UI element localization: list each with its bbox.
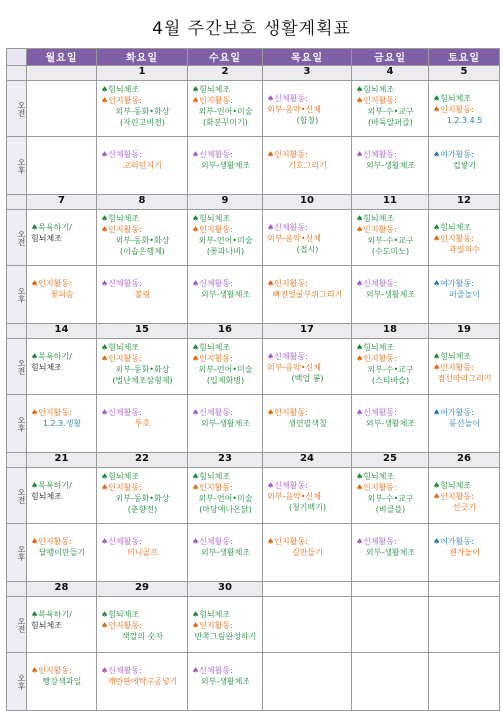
activity-cell [352, 137, 429, 195]
activity-line: ♠힘뇌체조 [356, 214, 395, 223]
date-number: 12 [429, 195, 500, 210]
activity-line: 힘뇌체조 [31, 363, 62, 372]
activity-line: 외부-생활체조 [365, 548, 416, 557]
activity-line: ♠인지활동: [31, 537, 72, 546]
activity-cell [27, 266, 97, 324]
date-row-label [7, 195, 27, 210]
date-number [352, 582, 429, 597]
activity-line: ♠힘뇌체조 [101, 343, 140, 352]
activity-cell [97, 81, 188, 137]
morning-row [7, 468, 500, 524]
activity-line: ♠인지활동: [356, 354, 397, 363]
activity-cell [97, 266, 188, 324]
date-number: 29 [97, 582, 188, 597]
activity-line: ♠신체활동: [101, 279, 142, 288]
activity-line: ♠목욕하기/ [31, 481, 72, 490]
afternoon-label: 오후 [7, 524, 27, 582]
date-number: 19 [429, 324, 500, 339]
activity-line: ♠힘뇌체조 [101, 85, 140, 94]
activity-line: 외부-음악•신체 [267, 105, 321, 114]
activity-line: 힘뇌체조 [31, 234, 62, 243]
activity-cell [97, 597, 188, 653]
activity-line: ♠여가활동: [433, 408, 474, 417]
morning-row [7, 597, 500, 653]
activity-cell [97, 137, 188, 195]
activity-line: 외부-언어•미술 [198, 236, 253, 245]
activity-line: 외부-생활체조 [200, 548, 251, 557]
activity-line: 외부-언어•미술 [198, 365, 253, 374]
activity-line: ♠인지활동: [101, 483, 142, 492]
activity-line: ♠인지활동: [101, 96, 142, 105]
date-number: 4 [352, 66, 429, 81]
activity-line: 빠진얼굴부위그리기 [272, 290, 343, 299]
activity-cell [263, 210, 352, 266]
activity-line: ♠신체활동: [267, 94, 308, 103]
date-number: 1 [97, 66, 188, 81]
activity-line: ♠인지활동: [31, 666, 72, 675]
date-number: 5 [429, 66, 500, 81]
date-number: 14 [27, 324, 97, 339]
activity-line: 1.2.3.생활 [42, 419, 82, 428]
weekday-header-row [7, 49, 500, 66]
activity-line: ♠신체활동: [101, 408, 142, 417]
activity-line: ♠인지활동: [267, 408, 308, 417]
activity-line: (수도미노) [371, 247, 410, 256]
activity-cell [263, 137, 352, 195]
activity-line: ♠힘뇌체조 [101, 214, 140, 223]
activity-line: ♠인지활동: [267, 537, 308, 546]
activity-line: 젠가놀이 [449, 548, 480, 557]
activity-line: 외부-언어•미술 [198, 494, 253, 503]
activity-line: 퍼즐놀이 [449, 290, 480, 299]
activity-line: 외부-음악•신체 [267, 492, 321, 501]
morning-row [7, 210, 500, 266]
afternoon-row [7, 524, 500, 582]
activity-cell [352, 395, 429, 453]
activity-cell [188, 339, 263, 395]
activity-line: ♠여가활동: [433, 150, 474, 159]
activity-cell [188, 81, 263, 137]
activity-line: ♠목욕하기/ [31, 223, 72, 232]
activity-cell [429, 266, 500, 324]
activity-line: ♠힘뇌체조 [433, 94, 472, 103]
activity-line: ♠신체활동: [101, 150, 142, 159]
activity-line: (이솝은행제) [120, 247, 165, 256]
activity-cell [27, 81, 97, 137]
date-row-label [7, 582, 27, 597]
activity-line: 길만들기 [292, 548, 323, 557]
calendar-table [6, 48, 500, 711]
date-number: 22 [97, 453, 188, 468]
date-number: 9 [188, 195, 263, 210]
activity-line: 외부-음악•신체 [267, 363, 321, 372]
date-row-label [7, 453, 27, 468]
activity-line: ♠신체활동: [192, 408, 233, 417]
date-number: 8 [97, 195, 188, 210]
activity-line: ♠힘뇌체조 [356, 472, 395, 481]
activity-cell [27, 468, 97, 524]
activity-cell [429, 210, 500, 266]
activity-cell [97, 468, 188, 524]
activity-line: 고리던지기 [123, 161, 162, 170]
activity-cell [97, 210, 188, 266]
activity-line: (춘향전) [127, 505, 158, 514]
activity-cell [263, 597, 352, 653]
activity-line: (백업 봉) [291, 374, 324, 383]
activity-line: ♠인지활동: [101, 354, 142, 363]
activity-line: 외부-동화•화상 [115, 494, 170, 503]
activity-line: 외부-동화•화상 [115, 236, 170, 245]
activity-line: ♠신체활동: [192, 279, 233, 288]
activity-line: ♠신체활동: [101, 666, 142, 675]
afternoon-row [7, 653, 500, 711]
date-number: 16 [188, 324, 263, 339]
morning-label: 오전 [7, 597, 27, 653]
date-number: 11 [352, 195, 429, 210]
activity-line: ♠인지활동: [31, 279, 72, 288]
weekday-header: 수요일 [188, 49, 263, 66]
activity-line: ♠신체활동: [356, 408, 397, 417]
activity-line: 생연필색칠 [288, 419, 327, 428]
activity-line: 투호 [134, 419, 151, 428]
activity-line: ♠신체활동: [192, 537, 233, 546]
afternoon-row [7, 395, 500, 453]
date-row [7, 582, 500, 597]
activity-line: (바둑알퍼즐) [368, 118, 413, 127]
date-number: 3 [263, 66, 352, 81]
activity-cell [263, 468, 352, 524]
activity-cell [188, 210, 263, 266]
weekday-header: 목요일 [263, 49, 352, 66]
date-row [7, 195, 500, 210]
activity-line: 달팽이만들기 [38, 548, 86, 557]
activity-cell [429, 339, 500, 395]
activity-cell [97, 395, 188, 453]
activity-line: ♠인지활동: [31, 408, 72, 417]
activity-cell [429, 597, 500, 653]
activity-cell [352, 81, 429, 137]
activity-cell [97, 653, 188, 711]
activity-line: ♠힘뇌체조 [433, 223, 472, 232]
activity-line: ♠신체활동: [356, 537, 397, 546]
activity-cell [188, 395, 263, 453]
activity-cell [352, 468, 429, 524]
morning-row [7, 339, 500, 395]
activity-line: (청기백기) [288, 503, 327, 512]
date-number: 28 [27, 582, 97, 597]
activity-line: ♠힘뇌체조 [192, 472, 231, 481]
activity-cell [27, 210, 97, 266]
activity-cell [352, 524, 429, 582]
date-number: 18 [352, 324, 429, 339]
activity-line: ♠인지활동: [356, 483, 397, 492]
activity-cell [352, 210, 429, 266]
activity-line: (자린고비전) [120, 118, 165, 127]
calendar-body [7, 66, 500, 711]
date-row [7, 324, 500, 339]
activity-line: 외부-생활체조 [365, 161, 416, 170]
activity-line: (마당에나온닭) [199, 505, 252, 514]
activity-line: ♠신체활동: [192, 666, 233, 675]
activity-line: (입체화병) [206, 376, 245, 385]
afternoon-label: 오후 [7, 395, 27, 453]
activity-cell [27, 524, 97, 582]
date-number: 26 [429, 453, 500, 468]
activity-line: ♠목욕하기/ [31, 352, 72, 361]
morning-row [7, 81, 500, 137]
activity-line: ♠신체활동: [356, 150, 397, 159]
activity-line: (벌난체조삼형제) [112, 376, 173, 385]
page-title: 4월 주간보호 생활계획표 [152, 19, 351, 39]
weekday-header: 금요일 [352, 49, 429, 66]
activity-cell [97, 339, 188, 395]
activity-line: ♠신체활동: [101, 537, 142, 546]
activity-line: (꽃과나비) [206, 247, 245, 256]
activity-line: 외부-수•교구 [367, 365, 414, 374]
afternoon-row [7, 266, 500, 324]
activity-cell [263, 524, 352, 582]
activity-line: 외부-수•교구 [367, 107, 414, 116]
activity-line: 빵강색과일 [42, 677, 82, 686]
date-number: 2 [188, 66, 263, 81]
activity-line: 풍선놀이 [449, 419, 480, 428]
activity-line: 외부-동화•화상 [115, 107, 170, 116]
activity-line: ♠힘뇌체조 [192, 214, 231, 223]
activity-line: 선긋기 [452, 503, 477, 512]
date-row [7, 66, 500, 81]
date-row-label [7, 66, 27, 81]
date-number: 10 [263, 195, 352, 210]
activity-line: ♠인지활동: [267, 279, 308, 288]
activity-line: ♠목욕하기/ [31, 610, 72, 619]
activity-line: 볼링 [134, 290, 151, 299]
activity-cell [188, 137, 263, 195]
activity-line: 미니골프 [127, 548, 158, 557]
activity-line: 계란판에탁구공넣기 [107, 677, 178, 686]
activity-line: 외부-생활체조 [200, 419, 251, 428]
activity-line: 외부-생활체조 [200, 290, 251, 299]
activity-line: ♠신체활동: [356, 279, 397, 288]
activity-line: (벼클블) [375, 505, 406, 514]
activity-cell [27, 137, 97, 195]
activity-cell [429, 137, 500, 195]
weekday-header: 월요일 [27, 49, 97, 66]
activity-line: 외부-동화•화상 [115, 365, 170, 374]
date-number: 7 [27, 195, 97, 210]
weekday-header: 화요일 [97, 49, 188, 66]
activity-line: ♠인지활동: [192, 354, 233, 363]
activity-cell [352, 653, 429, 711]
activity-line: ♠인지활동: [356, 96, 397, 105]
activity-cell [352, 339, 429, 395]
afternoon-row [7, 137, 500, 195]
activity-line: ♠힘뇌체조 [101, 472, 140, 481]
morning-label: 오전 [7, 339, 27, 395]
date-row [7, 453, 500, 468]
header-corner [7, 49, 27, 66]
morning-label: 오전 [7, 81, 27, 137]
afternoon-label: 오후 [7, 137, 27, 195]
activity-cell [27, 653, 97, 711]
activity-line: 외부-생활체조 [200, 161, 251, 170]
activity-line: 외부-수•교구 [367, 494, 414, 503]
activity-line: ♠신체활동: [267, 223, 308, 232]
date-number [263, 582, 352, 597]
activity-line: 1.2.3.4.5 [446, 116, 483, 125]
activity-line: ♠인지활동: [433, 105, 474, 114]
activity-line: 과일의수 [449, 245, 480, 254]
activity-line: ♠힘뇌체조 [433, 352, 472, 361]
activity-cell [263, 395, 352, 453]
morning-label: 오전 [7, 468, 27, 524]
activity-line: ♠신체활동: [267, 352, 308, 361]
activity-cell [429, 524, 500, 582]
activity-cell [429, 81, 500, 137]
activity-cell [188, 653, 263, 711]
activity-line: ♠힘뇌체조 [192, 343, 231, 352]
activity-line: 외부-생활체조 [365, 419, 416, 428]
activity-line: (접시) [296, 245, 319, 254]
activity-line: (합창) [296, 116, 319, 125]
activity-line: 기호그리기 [288, 161, 327, 170]
activity-line: ♠인지활동: [192, 483, 233, 492]
date-number: 21 [27, 453, 97, 468]
date-row-label [7, 324, 27, 339]
activity-cell [263, 81, 352, 137]
activity-line: ♠인지활동: [267, 150, 308, 159]
activity-line: 색깔의 숫자 [121, 632, 164, 641]
activity-line: 외부-생활체조 [200, 677, 251, 686]
activity-line: (스티바슬) [371, 376, 410, 385]
activity-line: 컵쌓기 [452, 161, 477, 170]
activity-line: 외부-언어•미술 [198, 107, 253, 116]
date-number: 24 [263, 453, 352, 468]
activity-cell [429, 468, 500, 524]
date-number [27, 66, 97, 81]
activity-cell [352, 597, 429, 653]
activity-line: 힘뇌체조 [31, 492, 62, 501]
activity-cell [188, 524, 263, 582]
date-number: 25 [352, 453, 429, 468]
activity-line: ♠힘뇌체조 [356, 343, 395, 352]
activity-line: ♠힘뇌체조 [101, 610, 140, 619]
activity-cell [97, 524, 188, 582]
activity-line: 힘뇌체조 [31, 621, 62, 630]
afternoon-label: 오후 [7, 266, 27, 324]
activity-line: ♠인지활동: [192, 621, 233, 630]
activity-line: ♠인지활동: [433, 492, 474, 501]
activity-line: 외부-수•교구 [367, 236, 414, 245]
date-number: 15 [97, 324, 188, 339]
activity-cell [188, 597, 263, 653]
activity-cell [27, 395, 97, 453]
activity-line: ♠인지활동: [192, 225, 233, 234]
morning-label: 오전 [7, 210, 27, 266]
activity-cell [27, 339, 97, 395]
activity-line: ♠신체활동: [192, 150, 233, 159]
activity-line: ♠인지활동: [356, 225, 397, 234]
activity-cell [263, 266, 352, 324]
activity-cell [27, 597, 97, 653]
activity-line: 외부-생활체조 [365, 290, 416, 299]
date-number: 17 [263, 324, 352, 339]
afternoon-label: 오후 [7, 653, 27, 711]
activity-line: ♠인지활동: [101, 225, 142, 234]
activity-cell [188, 266, 263, 324]
activity-line: 반쪽그림완성하기 [194, 632, 257, 641]
activity-line: ♠힘뇌체조 [356, 85, 395, 94]
activity-line: ♠힘뇌체조 [192, 85, 231, 94]
activity-line: ♠힘뇌체조 [433, 481, 472, 490]
weekday-header: 토요일 [429, 49, 500, 66]
activity-cell [352, 266, 429, 324]
activity-line: ♠힘뇌체조 [192, 610, 231, 619]
activity-line: 외부-음악•신체 [267, 234, 321, 243]
activity-line: 점선따라그리기 [437, 374, 492, 383]
activity-cell [263, 653, 352, 711]
activity-line: ♠여가활동: [433, 537, 474, 546]
date-number: 30 [188, 582, 263, 597]
date-number: 23 [188, 453, 263, 468]
activity-cell [429, 653, 500, 711]
activity-line: 꽃피슴 [50, 290, 74, 299]
activity-line: ♠여가활동: [433, 279, 474, 288]
activity-line: ♠신체활동: [267, 481, 308, 490]
activity-cell [188, 468, 263, 524]
activity-line: ♠인지활동: [433, 234, 474, 243]
activity-line: ♠인지활동: [433, 363, 474, 372]
date-number [429, 582, 500, 597]
activity-line: ♠인지활동: [101, 621, 142, 630]
activity-line: ♠인지활동: [192, 96, 233, 105]
activity-line: (화분꾸미기) [203, 118, 248, 127]
activity-cell [429, 395, 500, 453]
activity-cell [263, 339, 352, 395]
